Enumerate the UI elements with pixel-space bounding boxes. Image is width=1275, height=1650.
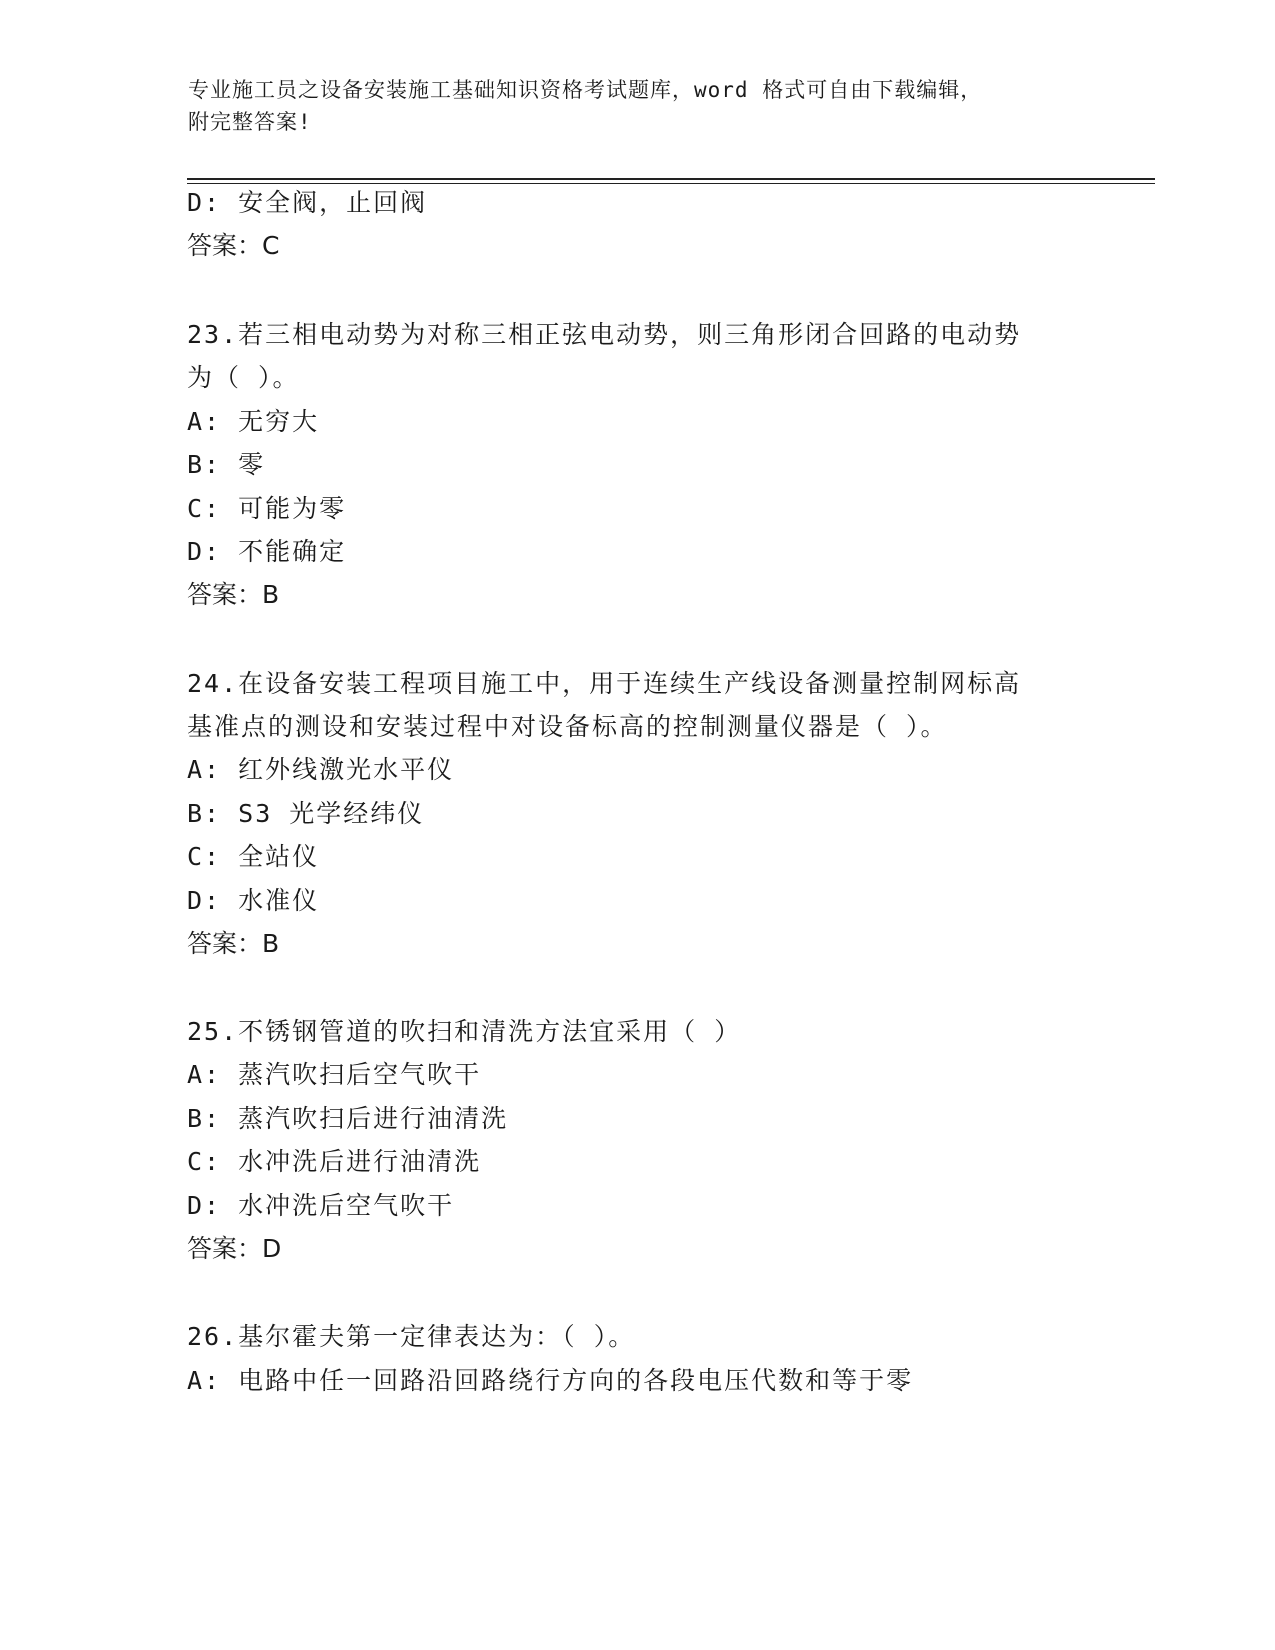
document-header <box>188 74 1068 138</box>
q24-option-b: B: S3 光学经纬仪 <box>187 799 425 828</box>
q24-option-a: A: 红外线激光水平仪 <box>187 755 455 784</box>
q23-stem-line-1: 23.若三相电动势为对称三相正弦电动势，则三角形闭合回路的电动势 <box>187 320 1022 349</box>
q25-answer: 答案：D <box>187 1234 282 1263</box>
header-divider-thin <box>187 183 1155 184</box>
q24-option-d: D: 水准仪 <box>187 886 320 915</box>
q24-stem-line-1: 24.在设备安装工程项目施工中，用于连续生产线设备测量控制网标高 <box>187 669 1022 698</box>
q24-option-c: C: 全站仪 <box>187 842 320 871</box>
q25-option-b: B: 蒸汽吹扫后进行油清洗 <box>187 1104 509 1133</box>
q24-stem-line-2: 基准点的测设和安装过程中对设备标高的控制测量仪器是（ ）。 <box>187 712 948 741</box>
q26-stem-line-1: 26.基尔霍夫第一定律表达为：（ ）。 <box>187 1322 636 1351</box>
q23-option-c: C: 可能为零 <box>187 494 347 523</box>
prev-option-d: D: 安全阀，止回阀 <box>187 188 428 217</box>
header-line-1: 专业施工员之设备安装施工基础知识资格考试题库，word 格式可自由下载编辑， <box>188 78 983 102</box>
q23-option-d: D: 不能确定 <box>187 537 347 566</box>
header-divider-thick <box>187 178 1155 180</box>
q23-option-b: B: 零 <box>187 450 266 479</box>
q25-option-a: A: 蒸汽吹扫后空气吹干 <box>187 1060 482 1089</box>
q23-stem-line-2: 为（ ）。 <box>187 363 300 392</box>
prev-answer: 答案：C <box>187 231 280 260</box>
q25-option-d: D: 水冲洗后空气吹干 <box>187 1191 455 1220</box>
q25-option-c: C: 水冲洗后进行油清洗 <box>187 1147 482 1176</box>
q23-answer: 答案：B <box>187 580 280 609</box>
q23-option-a: A: 无穷大 <box>187 407 320 436</box>
q24-answer: 答案：B <box>187 929 280 958</box>
header-line-2: 附完整答案! <box>188 110 312 134</box>
q25-stem-line-1: 25.不锈钢管道的吹扫和清洗方法宜采用（ ） <box>187 1017 742 1046</box>
q26-option-a: A: 电路中任一回路沿回路绕行方向的各段电压代数和等于零 <box>187 1366 914 1395</box>
